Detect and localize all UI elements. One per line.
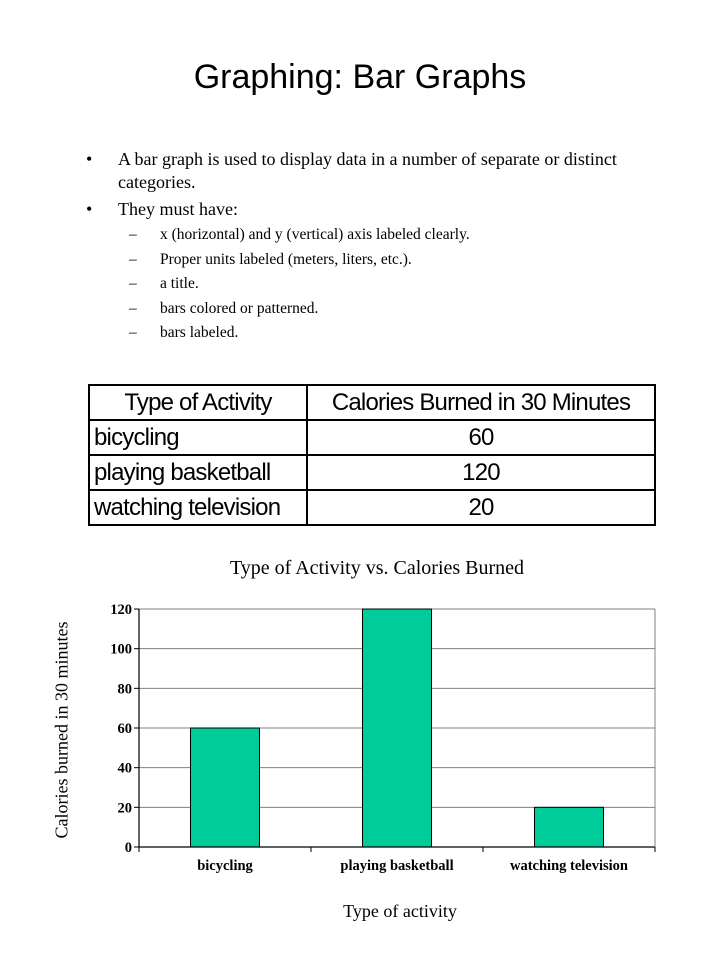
bar-chart bbox=[0, 590, 720, 890]
sub-bullet-item bbox=[0, 225, 720, 245]
sub-bullet-text: Proper units labeled (meters, liters, etc.). bbox=[160, 250, 412, 268]
table-cell-activity: watching television bbox=[89, 490, 307, 525]
y-tick-label: 60 bbox=[117, 721, 132, 737]
sub-bullet-text: bars labeled. bbox=[160, 324, 239, 342]
bullet-marker: • bbox=[86, 149, 93, 169]
sub-bullet-marker: – bbox=[129, 275, 137, 293]
table-cell-activity: playing basketball bbox=[89, 455, 307, 490]
sub-bullet-text: x (horizontal) and y (vertical) axis labeled clearly. bbox=[160, 226, 470, 243]
bullet-text: A bar graph is used to display data in a number of separate or distinct categories. bbox=[118, 149, 617, 192]
x-tick-label: playing basketball bbox=[340, 858, 454, 874]
bullet-item bbox=[0, 198, 720, 221]
chart-x-axis-label: Type of activity bbox=[343, 901, 457, 921]
chart-title: Type of Activity vs. Calories Burned bbox=[229, 557, 525, 579]
sub-bullet-text: bars colored or patterned. bbox=[160, 299, 319, 317]
bar bbox=[191, 728, 260, 847]
bullet-marker: • bbox=[86, 199, 93, 219]
bullet-list bbox=[0, 148, 720, 348]
table-cell-activity: bicycling bbox=[89, 420, 307, 455]
y-tick-label: 40 bbox=[117, 760, 132, 777]
bullet-text: They must have: bbox=[118, 199, 238, 219]
table-row bbox=[89, 490, 655, 525]
y-tick-label: 120 bbox=[110, 602, 132, 618]
table-cell-calories: 120 bbox=[307, 455, 655, 490]
data-table bbox=[88, 384, 656, 526]
page-title: Graphing: Bar Graphs bbox=[193, 58, 527, 96]
y-tick-label: 80 bbox=[117, 681, 132, 698]
sub-bullet-item bbox=[0, 274, 720, 294]
bar bbox=[535, 807, 604, 847]
y-tick-label: 100 bbox=[110, 641, 132, 658]
y-tick-label: 0 bbox=[124, 840, 132, 856]
table-header-row bbox=[89, 385, 655, 420]
table-header-cell: Calories Burned in 30 Minutes bbox=[307, 385, 655, 420]
sub-bullet-marker: – bbox=[129, 324, 137, 342]
table-row bbox=[89, 455, 655, 490]
table-header-cell: Type of Activity bbox=[89, 385, 307, 420]
x-tick-label: watching television bbox=[509, 858, 629, 874]
bar bbox=[363, 609, 432, 847]
sub-bullet-item bbox=[0, 250, 720, 270]
bullet-item bbox=[0, 148, 720, 194]
sub-bullet-marker: – bbox=[129, 250, 137, 268]
table-cell-calories: 20 bbox=[307, 490, 655, 525]
sub-bullet-item bbox=[0, 323, 720, 343]
sub-bullet-text: a title. bbox=[160, 275, 199, 293]
sub-bullet-marker: – bbox=[129, 299, 137, 317]
y-tick-label: 20 bbox=[117, 800, 132, 817]
sub-bullet-item bbox=[0, 299, 720, 319]
table-row bbox=[89, 420, 655, 455]
chart-y-axis-label: Calories burned in 30 minutes bbox=[51, 621, 72, 839]
sub-bullet-marker: – bbox=[129, 226, 137, 243]
table-cell-calories: 60 bbox=[307, 420, 655, 455]
x-tick-label: bicycling bbox=[197, 858, 253, 874]
